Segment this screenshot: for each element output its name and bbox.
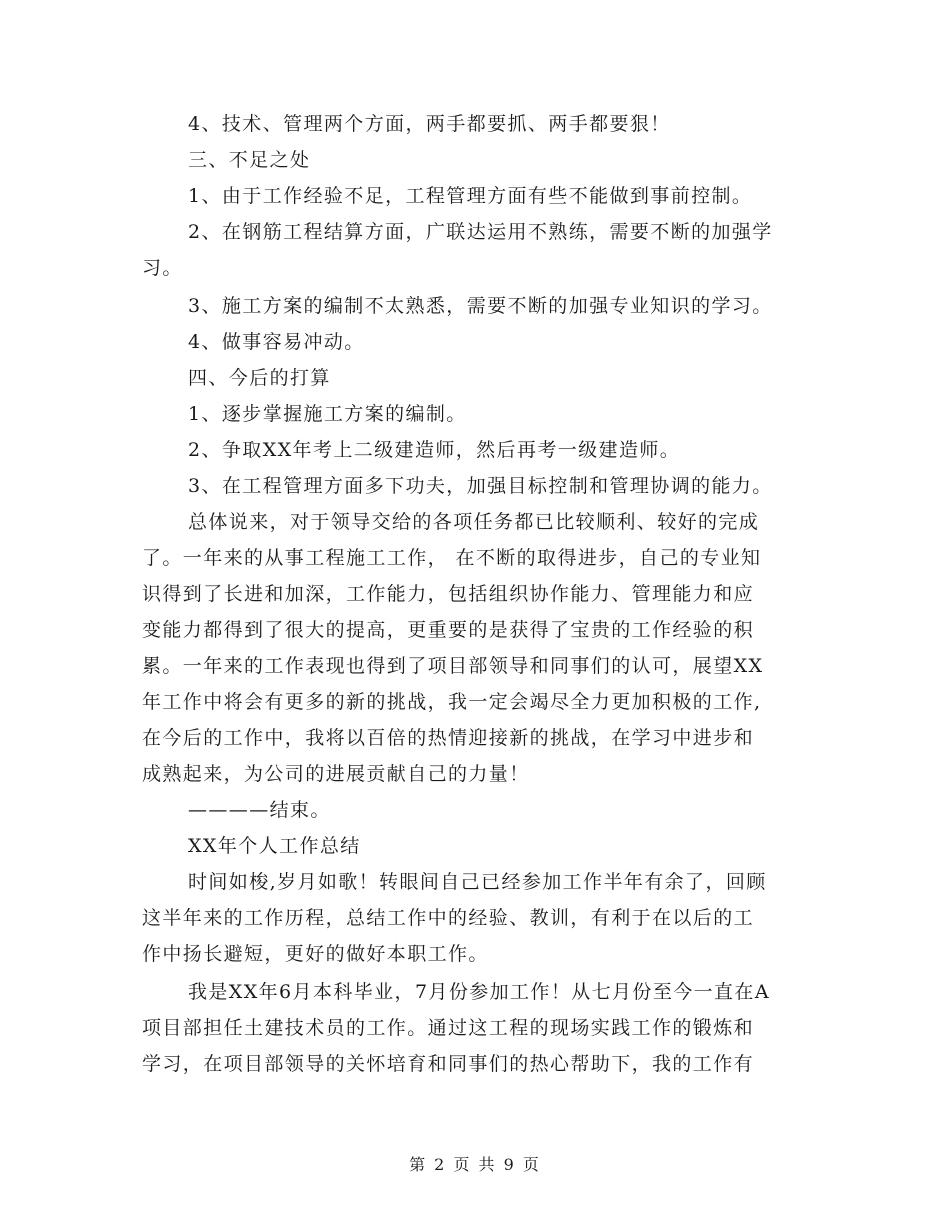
document-title — [142, 828, 810, 864]
text-line: 了。一年来的从事工程施工工作， 在不断的取得进步，自己的专业知 — [142, 547, 762, 569]
text-line: 3、施工方案的编制不太熟悉，需要不断的加强专业知识的学习。 — [188, 295, 773, 317]
summary-paragraph — [142, 504, 810, 792]
paragraph — [142, 974, 810, 1082]
paragraph — [142, 324, 810, 360]
text-line: 我是XX年6月本科毕业，7月份参加工作！从七月份至今一直在A — [188, 981, 770, 1003]
text-line: 3、在工程管理方面多下功夫，加强目标控制和管理协调的能力。 — [188, 475, 773, 497]
paragraph — [142, 396, 810, 432]
text-line: 四、今后的打算 — [188, 367, 331, 389]
text-line: 总体说来，对于领导交给的各项任务都已比较顺利、较好的完成 — [188, 511, 760, 533]
text-line: 识得到了长进和加深，工作能力，包括组织协作能力、管理能力和应 — [142, 583, 755, 605]
text-line: 累。一年来的工作表现也得到了项目部领导和同事们的认可，展望XX — [142, 655, 764, 677]
text-line: 时间如梭,岁月如歌！转眼间自己已经参加工作半年有余了，回顾 — [188, 871, 767, 893]
text-line: 习。 — [142, 257, 183, 279]
text-line: 4、做事容易冲动。 — [188, 331, 365, 353]
text-line: 年工作中将会有更多的新的挑战，我一定会竭尽全力更加积极的工作, — [142, 691, 762, 713]
paragraph — [142, 214, 810, 286]
section-heading — [142, 142, 810, 178]
text-line: 1、逐步掌握施工方案的编制。 — [188, 403, 467, 425]
text-line: 这半年来的工作历程，总结工作中的经验、教训，有利于在以后的工 — [142, 907, 755, 929]
text-line: 学习，在项目部领导的关怀培育和同事们的热心帮助下，我的工作有 — [142, 1053, 755, 1075]
paragraph — [142, 432, 810, 468]
paragraph — [142, 864, 810, 972]
text-line: 4、技术、管理两个方面，两手都要抓、两手都要狠！ — [188, 113, 671, 135]
section-heading — [142, 360, 810, 396]
paragraph — [142, 178, 810, 214]
paragraph — [142, 468, 810, 504]
document-body — [142, 106, 810, 1082]
paragraph — [142, 106, 810, 142]
text-line: 三、不足之处 — [188, 149, 311, 171]
text-line: 2、在钢筋工程结算方面，广联达运用不熟练，需要不断的加强学 — [188, 221, 773, 243]
page-number-footer: 第 2 页 共 9 页 — [409, 1155, 541, 1174]
paragraph — [142, 288, 810, 324]
text-line: 成熟起来，为公司的进展贡献自己的力量！ — [142, 763, 530, 785]
text-line: 2、争取XX年考上二级建造师，然后再考一级建造师。 — [188, 439, 681, 461]
text-line: ————结束。 — [188, 799, 331, 821]
text-line: 项目部担任土建技术员的工作。通过这工程的现场实践工作的锻炼和 — [142, 1017, 755, 1039]
text-line: 1、由于工作经验不足，工程管理方面有些不能做到事前控制。 — [188, 185, 753, 207]
end-marker — [142, 792, 810, 828]
text-line: 在今后的工作中，我将以百倍的热情迎接新的挑战，在学习中进步和 — [142, 727, 755, 749]
text-line: XX年个人工作总结 — [188, 835, 361, 857]
text-line: 作中扬长避短，更好的做好本职工作。 — [142, 943, 489, 965]
text-line: 变能力都得到了很大的提高，更重要的是获得了宝贵的工作经验的积 — [142, 619, 755, 641]
